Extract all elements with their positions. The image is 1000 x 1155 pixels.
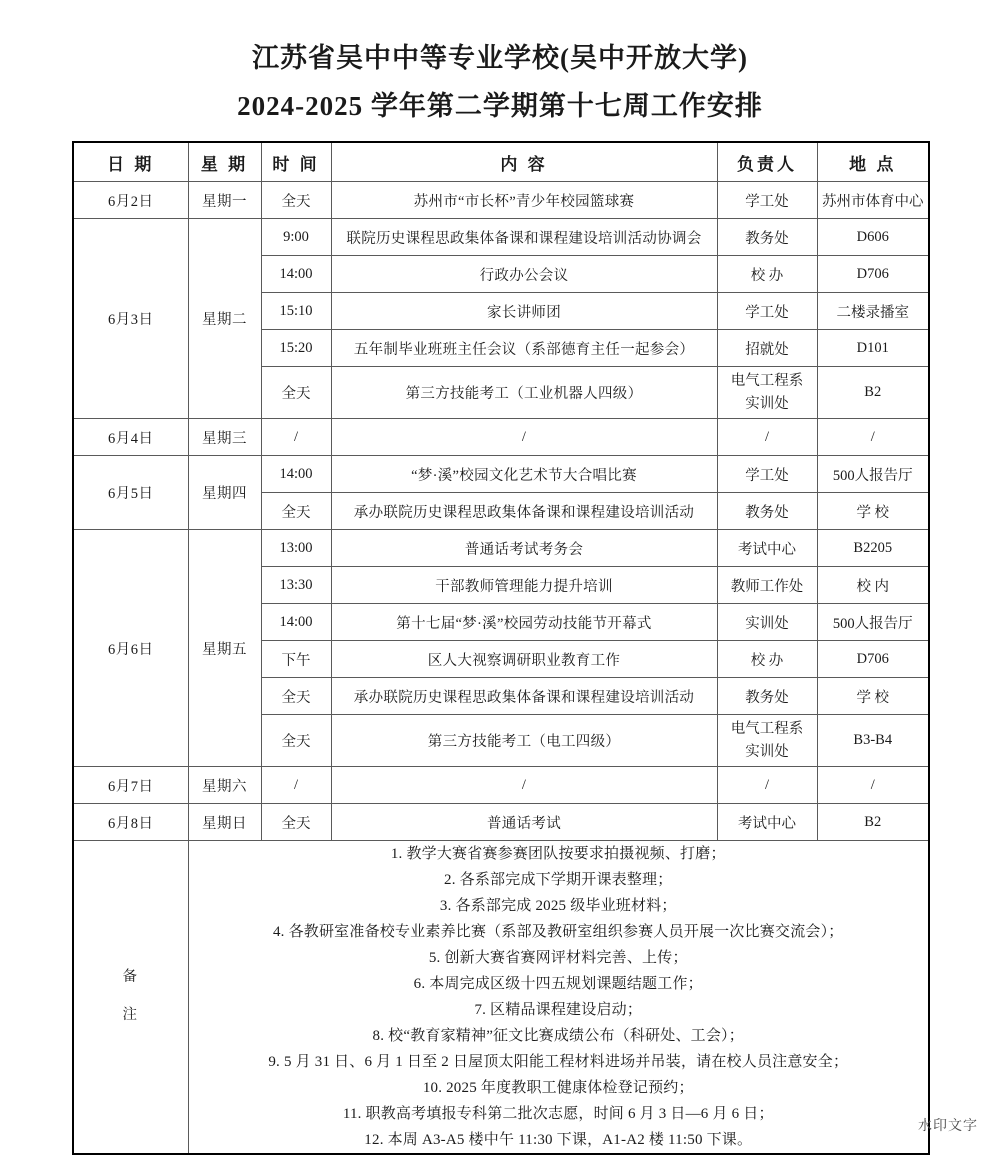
cell-weekday: 星期六 [188,767,261,804]
cell-location: / [817,767,929,804]
table-header-row [73,142,929,182]
cell-location: 500人报告厅 [817,604,929,641]
cell-responsible: 教师工作处 [717,567,817,604]
cell-time: 全天 [261,678,331,715]
notes-label-char-1: 备 [122,969,139,986]
cell-location: D706 [817,256,929,293]
cell-content: 普通话考试 [331,804,717,841]
cell-content: 干部教师管理能力提升培训 [331,567,717,604]
cell-responsible: 学工处 [717,182,817,219]
cell-responsible: 学工处 [717,293,817,330]
cell-date: 6月6日 [73,530,188,767]
cell-content: / [331,767,717,804]
cell-content: 五年制毕业班班主任会议（系部德育主任一起参会） [331,330,717,367]
cell-date: 6月7日 [73,767,188,804]
cell-location: B2 [817,367,929,419]
cell-content: 第十七届“梦·溪”校园劳动技能节开幕式 [331,604,717,641]
cell-location: B2205 [817,530,929,567]
table-row [73,804,929,841]
cell-responsible: 考试中心 [717,530,817,567]
note-item: 7. 区精品课程建设启动； [474,1002,643,1018]
page-title: 江苏省吴中中等专业学校(吴中开放大学) [252,43,748,73]
cell-responsible-line: 电气工程系 [730,373,804,390]
cell-weekday: 星期四 [188,456,261,530]
cell-location: 二楼录播室 [817,293,929,330]
cell-responsible: 校 办 [717,641,817,678]
cell-time: 全天 [261,804,331,841]
cell-time: 全天 [261,367,331,419]
note-item: 12. 本周 A3-A5 楼中午 11:30 下课，A1-A2 楼 11:50 下课。 [364,1132,753,1148]
column-header-date: 日 期 [73,142,188,182]
note-item: 8. 校“教育家精神”征文比赛成绩公布（科研处、工会）； [372,1028,744,1044]
cell-date: 6月4日 [73,419,188,456]
column-header-weekday: 星 期 [188,142,261,182]
notes-label [73,841,188,1155]
cell-responsible [717,715,817,767]
note-item: 6. 本周完成区级十四五规划课题结题工作； [413,976,703,992]
page-subtitle: 2024-2025 学年第二学期第十七周工作安排 [237,91,763,121]
cell-weekday: 星期三 [188,419,261,456]
cell-content: / [331,419,717,456]
notes-label-char-2: 注 [122,1007,139,1023]
cell-location: B2 [817,804,929,841]
document-title-block [0,0,1000,126]
schedule-table [72,141,930,1155]
notes-content [188,841,929,1155]
table-row [73,456,929,493]
cell-responsible: 教务处 [717,678,817,715]
cell-responsible: / [717,767,817,804]
cell-content: 联院历史课程思政集体备课和课程建设培训活动协调会 [331,219,717,256]
cell-location: B3-B4 [817,715,929,767]
cell-responsible: 校 办 [717,256,817,293]
note-item: 10. 2025 年度教职工健康体检登记预约； [422,1080,694,1096]
cell-content: 第三方技能考工（电工四级） [331,715,717,767]
table-row [73,767,929,804]
cell-responsible: 招就处 [717,330,817,367]
column-header-responsible: 负责人 [717,142,817,182]
cell-location: D606 [817,219,929,256]
note-item: 1. 教学大赛省赛参赛团队按要求拍摄视频、打磨； [390,846,726,862]
cell-content: 普通话考试考务会 [331,530,717,567]
cell-time: 全天 [261,493,331,530]
cell-content: 行政办公会议 [331,256,717,293]
table-footer [73,841,929,1155]
cell-responsible: 考试中心 [717,804,817,841]
cell-responsible: 学工处 [717,456,817,493]
cell-responsible: 教务处 [717,493,817,530]
table-row [73,530,929,567]
cell-weekday: 星期二 [188,219,261,419]
cell-time: 13:00 [261,530,331,567]
column-header-content: 内 容 [331,142,717,182]
cell-location: 学 校 [817,493,929,530]
cell-location: D706 [817,641,929,678]
cell-content: 家长讲师团 [331,293,717,330]
cell-time: 全天 [261,715,331,767]
table-row [73,182,929,219]
cell-location: 500人报告厅 [817,456,929,493]
cell-date: 6月3日 [73,219,188,419]
cell-responsible-line: 实训处 [745,395,789,412]
column-header-time: 时 间 [261,142,331,182]
table-header [73,142,929,182]
cell-time: 14:00 [261,456,331,493]
cell-weekday: 星期五 [188,530,261,767]
cell-responsible-line: 实训处 [745,743,789,760]
schedule-table-wrapper [72,141,928,1155]
cell-weekday: 星期一 [188,182,261,219]
cell-date: 6月8日 [73,804,188,841]
cell-responsible [717,367,817,419]
cell-content: 区人大视察调研职业教育工作 [331,641,717,678]
cell-time: 13:30 [261,567,331,604]
table-row [73,219,929,256]
cell-time: 14:00 [261,256,331,293]
column-header-location: 地 点 [817,142,929,182]
watermark-text: 水印文字 [918,1119,978,1134]
notes-row [73,841,929,1155]
table-body [73,182,929,841]
cell-content: 第三方技能考工（工业机器人四级） [331,367,717,419]
cell-time: 全天 [261,182,331,219]
cell-responsible: 实训处 [717,604,817,641]
cell-time: 15:20 [261,330,331,367]
cell-content: 苏州市“市长杯”青少年校园篮球赛 [331,182,717,219]
cell-responsible-line: 电气工程系 [730,721,804,738]
cell-location: 校 内 [817,567,929,604]
cell-responsible: / [717,419,817,456]
cell-responsible: 教务处 [717,219,817,256]
note-item: 11. 职教高考填报专科第二批次志愿，时间 6 月 3 日—6 月 6 日； [342,1106,774,1122]
cell-location: 苏州市体育中心 [817,182,929,219]
note-item: 9. 5 月 31 日、6 月 1 日至 2 日屋顶太阳能工程材料进场并吊装，请在校人员注意安全； [268,1054,849,1070]
cell-content: 承办联院历史课程思政集体备课和课程建设培训活动 [331,678,717,715]
cell-time: 9:00 [261,219,331,256]
cell-date: 6月5日 [73,456,188,530]
cell-location: 学 校 [817,678,929,715]
cell-location: / [817,419,929,456]
table-row [73,419,929,456]
note-item: 2. 各系部完成下学期开课表整理； [444,872,673,888]
note-item: 3. 各系部完成 2025 级毕业班材料； [439,898,677,914]
cell-time: / [261,767,331,804]
cell-time: / [261,419,331,456]
cell-time: 下午 [261,641,331,678]
cell-weekday: 星期日 [188,804,261,841]
note-item: 5. 创新大赛省赛网评材料完善、上传； [428,950,688,966]
cell-time: 14:00 [261,604,331,641]
cell-location: D101 [817,330,929,367]
cell-date: 6月2日 [73,182,188,219]
cell-content: “梦·溪”校园文化艺术节大合唱比赛 [331,456,717,493]
note-item: 4. 各教研室准备校专业素养比赛（系部及教研室组织参赛人员开展一次比赛交流会）； [272,924,844,940]
cell-content: 承办联院历史课程思政集体备课和课程建设培训活动 [331,493,717,530]
cell-time: 15:10 [261,293,331,330]
